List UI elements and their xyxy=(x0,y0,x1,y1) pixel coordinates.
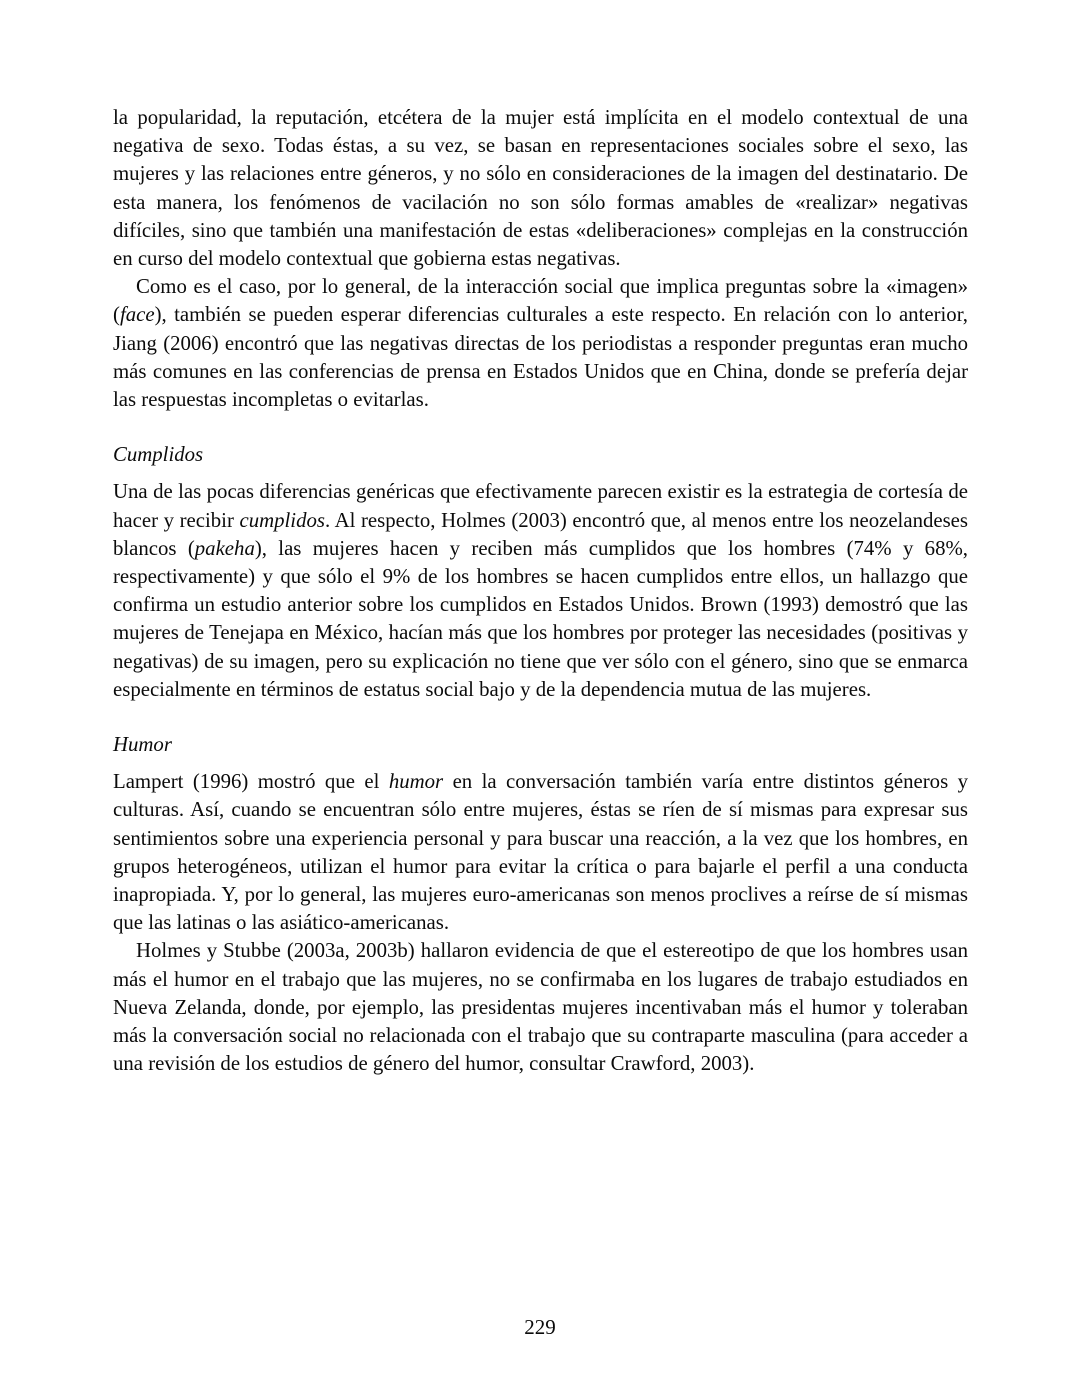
spacer xyxy=(113,414,968,441)
paragraph-humor-holmes-stubbe: Holmes y Stubbe (2003a, 2003b) hallaron evidencia de que el estereotipo de que los hombres usan más el humor en el trabajo que las mujeres, no se confirmaba en los lugares de trabajo estudiados en Nueva Zelanda, donde, por ejemplo, las presidentas mujeres incentivaban más el humor y toleraban más la conversación social no relacionada con el trabajo que su contraparte masculina (para acceder a una revisión de los estudios de género del humor, consultar Crawford, 2003). xyxy=(113,939,968,1076)
paragraph-continuation-negativas: la popularidad, la reputación, etcétera de la mujer está implícita en el modelo contextual de una negativa de sexo. Todas éstas, a su vez, se basan en representaciones sociales sobre el sexo, las mujeres y las relaciones entre géneros, y no sólo en consideraciones de la imagen del destinatario. De esta manera, los fenómenos de vacilación no son sólo formas amables de «realizar» negativas difíciles, sino que también una manifestación de estas «deliberaciones» complejas en la construcción en curso del modelo contextual que gobierna estas negativas. xyxy=(113,106,968,271)
paragraph-text-segment: . Al respecto, Holmes (2003) encontró que, al menos entre los neozelandeses blancos ( xyxy=(113,508,969,560)
italic-term-face: face xyxy=(119,303,155,327)
spacer xyxy=(113,469,968,478)
paragraph-humor-lampert xyxy=(113,768,968,937)
page-number: 229 xyxy=(524,1315,556,1339)
paragraph-text-segment: Lampert (1996) mostró que el xyxy=(113,770,389,794)
section-heading-humor: Humor xyxy=(113,733,172,757)
paragraph-interaccion-social xyxy=(113,273,968,414)
paragraph-text-segment: en la conversación también varía entre distintos géneros y culturas. Así, cuando se encuentran sólo entre mujeres, éstas se ríen de sí mismas para expresar sus sentimientos sobre una experiencia personal y para buscar una reacción, a la vez que los hombres, en grupos heterogéneos, utilizan el humor para evitar la crítica o para bajarle el perfil a una conducta inapropiada. Y, por lo general, las mujeres euro-americanas son menos proclives a reírse de sí mismas que las latinas o las asiático-americanas. xyxy=(113,770,968,935)
italic-term-humor: humor xyxy=(388,770,444,794)
spacer xyxy=(113,759,968,768)
paragraph-text-segment: Como es el caso, por lo general, de la interacción social que implica preguntas sobre la «imagen» ( xyxy=(113,275,968,327)
paragraph-text-segment: ), las mujeres hacen y reciben más cumplidos que los hombres (74% y 68%, respectivamente) y que sólo el 9% de los hombres se hacen cumplidos entre ellos, un hallazgo que confirma un estudio anterior sobre los cumplidos en Estados Unidos. Brown (1993) demostró que las mujeres de Tenejapa en México, hacían más que los hombres por proteger las necesidades (positivas y negativas) de su imagen, pero su explicación no tiene que ver sólo con el género, sino que se enmarca especialmente en términos de estatus social bajo y de la dependencia mutua de las mujeres. xyxy=(113,536,968,701)
italic-term-pakeha: pakeha xyxy=(194,536,255,560)
paragraph-text-segment: Una de las pocas diferencias genéricas que efectivamente parecen existir es la estrategia de cortesía de hacer y recibir xyxy=(113,480,968,532)
paragraph-text-segment: ), también se pueden esperar diferencias culturales a este respecto. En relación con lo anterior, Jiang (2006) encontró que las negativas directas de los periodistas a responder preguntas eran mucho más comunes en las conferencias de prensa en Estados Unidos que en China, donde se prefería dejar las respuestas incompletas o evitarlas. xyxy=(113,303,968,412)
paragraph-cumplidos xyxy=(113,478,968,704)
spacer xyxy=(113,704,968,731)
section-heading-cumplidos: Cumplidos xyxy=(113,443,204,467)
text-column xyxy=(113,104,968,1079)
italic-term-cumplidos: cumplidos xyxy=(239,508,325,532)
